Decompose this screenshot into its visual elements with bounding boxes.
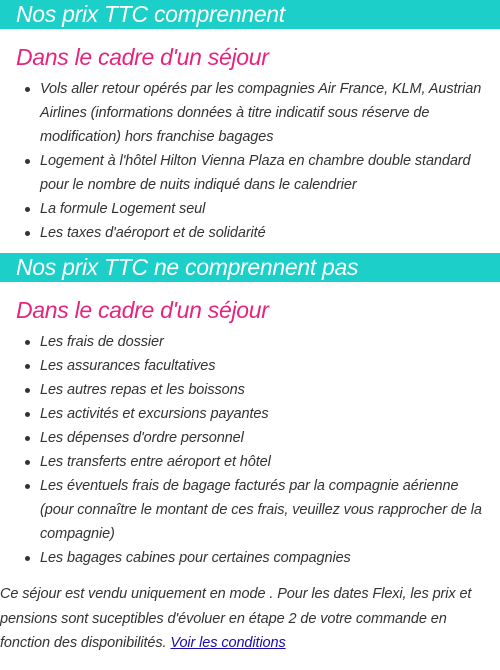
footnote-text: Ce séjour est vendu uniquement en mode . Pour les dates Flexi, les prix et pensions sont suceptibles d'évoluer en étape 2 de votre commande en fonction des disponibilités. <box>0 586 472 651</box>
list-item: Les dépenses d'ordre personnel <box>40 426 500 450</box>
included-banner: Nos prix TTC comprennent <box>0 0 500 29</box>
excluded-section <box>0 253 500 578</box>
included-subtitle: Dans le cadre d'un séjour <box>16 44 269 70</box>
excluded-list <box>0 330 500 578</box>
list-item: La formule Logement seul <box>40 197 500 221</box>
list-item: Les assurances facultatives <box>40 354 500 378</box>
conditions-link[interactable]: Voir les conditions <box>170 635 286 651</box>
conditions-footnote <box>0 578 500 656</box>
list-item: Les éventuels frais de bagage facturés par la compagnie aérienne (pour connaître le montant de ces frais, veuillez vous rapprocher de la compagnie) <box>40 474 500 546</box>
list-item: Les bagages cabines pour certaines compagnies <box>40 546 500 570</box>
list-item: Les activités et excursions payantes <box>40 402 500 426</box>
included-list <box>0 77 500 253</box>
list-item: Les transferts entre aéroport et hôtel <box>40 450 500 474</box>
list-item: Les frais de dossier <box>40 330 500 354</box>
excluded-banner: Nos prix TTC ne comprennent pas <box>0 253 500 282</box>
excluded-subtitle: Dans le cadre d'un séjour <box>16 297 269 323</box>
list-item: Vols aller retour opérés par les compagnies Air France, KLM, Austrian Airlines (informations données à titre indicatif sous réserve de modification) hors franchise bagages <box>40 77 500 149</box>
list-item: Logement à l'hôtel Hilton Vienna Plaza en chambre double standard pour le nombre de nuits indiqué dans le calendrier <box>40 149 500 197</box>
list-item: Les autres repas et les boissons <box>40 378 500 402</box>
list-item: Les taxes d'aéroport et de solidarité <box>40 221 500 245</box>
included-section <box>0 0 500 253</box>
